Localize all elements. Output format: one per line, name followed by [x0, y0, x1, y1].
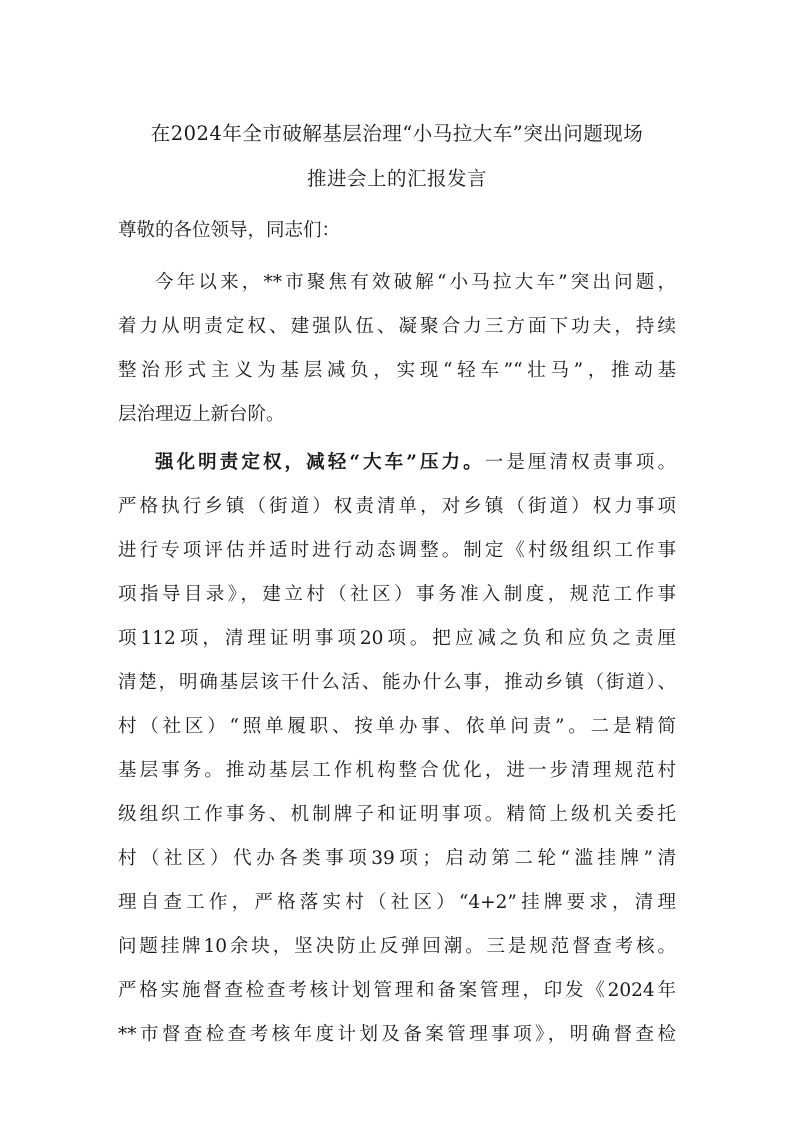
paragraph-line: **市督查检查考核年度计划及备案管理事项》，明确督查检	[118, 1024, 676, 1045]
paragraph-line: 今年以来，**市聚焦有效破解“小马拉大车”突出问题，	[155, 272, 676, 293]
paragraph-line: 问题挂牌10余块，坚决防止反弹回潮。三是规范督查考核。	[118, 936, 676, 957]
salutation: 尊敬的各位领导，同志们：	[118, 220, 341, 241]
paragraph-line: 项指导目录》，建立村（社区）事务准入制度，规范工作事	[118, 584, 676, 605]
paragraph-line: 整治形式主义为基层减负，实现“轻车”“壮马”，推动基	[118, 360, 676, 381]
paragraph-line: 基层事务。推动基层工作机构整合优化，进一步清理规范村	[118, 760, 676, 781]
section-text: 一是厘清权责事项。	[484, 452, 676, 473]
section-heading: 强化明责定权，减轻“大车”压力。	[155, 452, 485, 473]
paragraph-line: 着力从明责定权、建强队伍、凝聚合力三方面下功夫，持续	[118, 316, 676, 337]
paragraph-line: 层治理迈上新台阶。	[118, 404, 285, 425]
paragraph-line: 村（社区）代办各类事项39项；启动第二轮“滥挂牌”清	[118, 848, 676, 869]
paragraph-line: 级组织工作事务、机制牌子和证明事项。精简上级机关委托	[118, 804, 676, 825]
paragraph-line: 项112项，清理证明事项20项。把应减之负和应负之责厘	[118, 628, 676, 649]
paragraph-line: 清楚，明确基层该干什么活、能办什么事，推动乡镇（街道）、	[118, 672, 676, 693]
document-title-line-2: 推进会上的汇报发言	[306, 167, 487, 190]
paragraph-line: 理自查工作，严格落实村（社区）“4+2”挂牌要求，清理	[118, 892, 676, 913]
paragraph-line	[155, 448, 676, 478]
paragraph-line: 严格执行乡镇（街道）权责清单，对乡镇（街道）权力事项	[118, 496, 676, 517]
paragraph-line: 严格实施督查检查考核计划管理和备案管理，印发《2024年	[118, 980, 676, 1001]
paragraph-line: 村（社区）“照单履职、按单办事、依单问责”。二是精简	[118, 716, 676, 737]
paragraph-line: 进行专项评估并适时进行动态调整。制定《村级组织工作事	[118, 540, 676, 561]
document-title-line-1: 在2024年全市破解基层治理“小马拉大车”突出问题现场	[150, 122, 644, 145]
